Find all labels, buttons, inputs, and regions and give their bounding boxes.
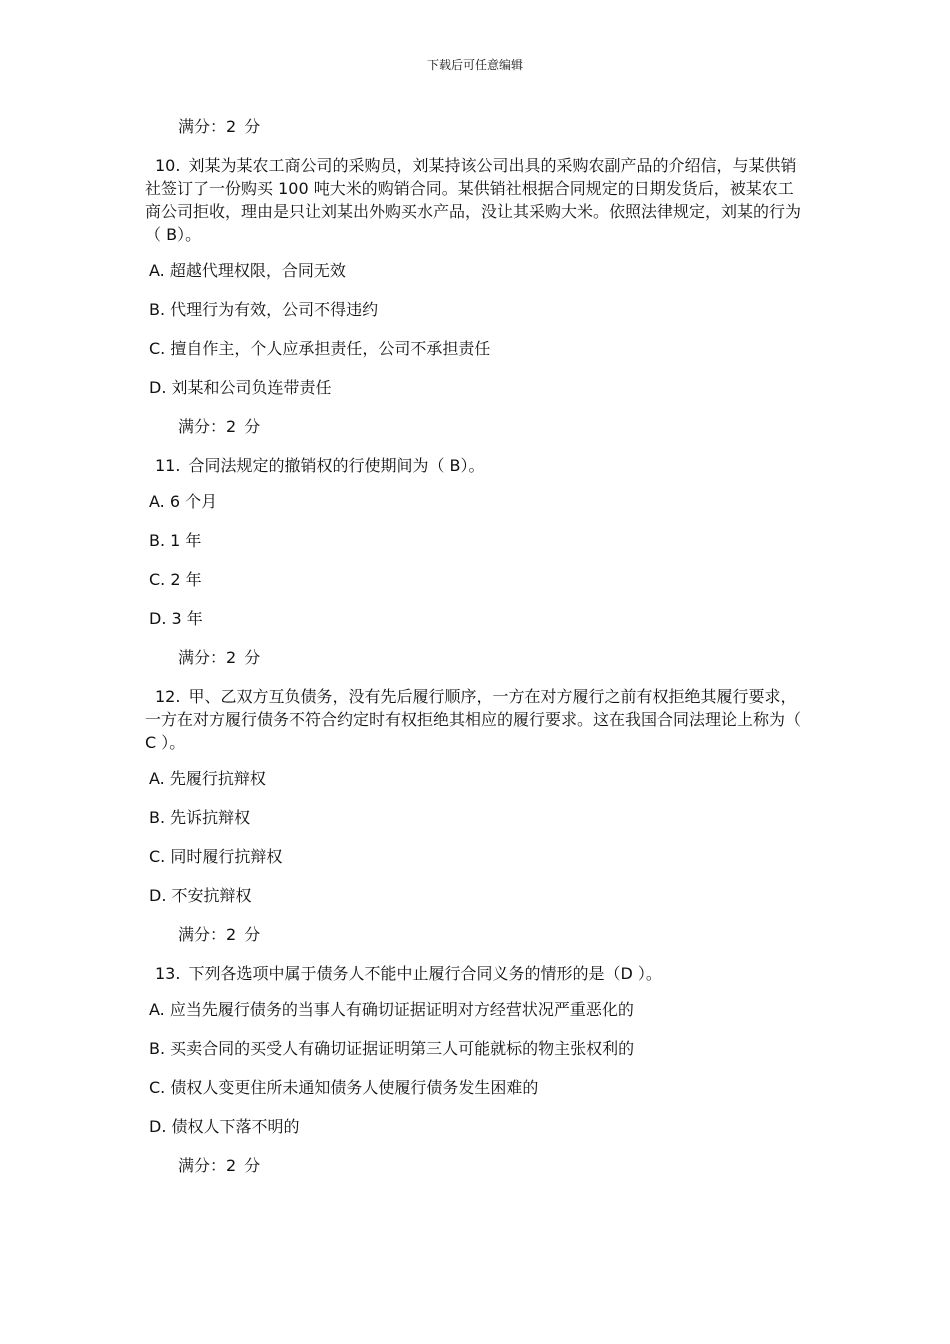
answer-option: D. 债权人下落不明的	[149, 1117, 300, 1136]
page-header: 下载后可任意编辑	[426, 58, 523, 72]
score-line	[143, 1154, 803, 1178]
answer-option: D. 刘某和公司负连带责任	[149, 378, 332, 397]
question	[143, 685, 803, 754]
score-value: 2	[226, 117, 237, 136]
answer-option: D. 3 年	[149, 609, 203, 628]
score-unit: 分	[244, 1156, 261, 1175]
score-value: 2	[226, 925, 237, 944]
score-unit: 分	[244, 648, 261, 667]
question	[143, 962, 803, 985]
answer-option: B. 买卖合同的买受人有确切证据证明第三人可能就标的物主张权利的	[149, 1039, 635, 1058]
answer-option: A. 应当先履行债务的当事人有确切证据证明对方经营状况严重恶化的	[149, 1000, 634, 1019]
score-label: 满分：	[178, 648, 227, 667]
score-value: 2	[226, 1156, 237, 1175]
answer-option: A. 超越代理权限，合同无效	[149, 261, 346, 280]
score-line	[143, 415, 803, 439]
score-unit: 分	[244, 117, 261, 136]
score-value: 2	[226, 648, 237, 667]
score-label: 满分：	[178, 1156, 227, 1175]
question-number: 13.	[155, 964, 181, 983]
question-number: 11.	[155, 456, 181, 475]
question-text: 合同法规定的撤销权的行使期间为（ B）。	[188, 456, 485, 475]
answer-option: C. 擅自作主，个人应承担责任，公司不承担责任	[149, 339, 491, 358]
score-label: 满分：	[178, 417, 227, 436]
question-number: 10.	[155, 156, 181, 175]
question-text: 刘某为某农工商公司的采购员，刘某持该公司出具的采购农副产品的介绍信，与某供销社签订了一份购买 100 吨大米的购销合同。某供销社根据合同规定的日期发货后，被某农工商公司拒收，理由是只让刘某出外购买水产品，没让其采购大米。依照法律规定，刘某的行为（ B）。	[145, 156, 802, 244]
answer-option: A. 6 个月	[149, 492, 218, 511]
answer-option: A. 先履行抗辩权	[149, 769, 266, 788]
score-label: 满分：	[178, 925, 227, 944]
question	[143, 454, 803, 477]
answer-option: B. 先诉抗辩权	[149, 808, 251, 827]
answer-option: C. 债权人变更住所未通知债务人使履行债务发生困难的	[149, 1078, 539, 1097]
score-unit: 分	[244, 417, 261, 436]
score-line	[143, 115, 803, 139]
answer-option: B. 代理行为有效，公司不得违约	[149, 300, 379, 319]
question-text: 甲、乙双方互负债务，没有先后履行顺序，一方在对方履行之前有权拒绝其履行要求，一方在对方履行债务不符合约定时有权拒绝其相应的履行要求。这在我国合同法理论上称为（ C ）。	[145, 687, 802, 752]
question	[143, 154, 803, 246]
score-line	[143, 923, 803, 947]
question-text: 下列各选项中属于债务人不能中止履行合同义务的情形的是（D ）。	[188, 964, 662, 983]
document-body	[143, 115, 803, 1193]
answer-option: B. 1 年	[149, 531, 202, 550]
score-value: 2	[226, 417, 237, 436]
score-label: 满分：	[178, 117, 227, 136]
score-line	[143, 646, 803, 670]
answer-option: D. 不安抗辩权	[149, 886, 252, 905]
question-number: 12.	[155, 687, 181, 706]
score-unit: 分	[244, 925, 261, 944]
answer-option: C. 同时履行抗辩权	[149, 847, 283, 866]
answer-option: C. 2 年	[149, 570, 202, 589]
